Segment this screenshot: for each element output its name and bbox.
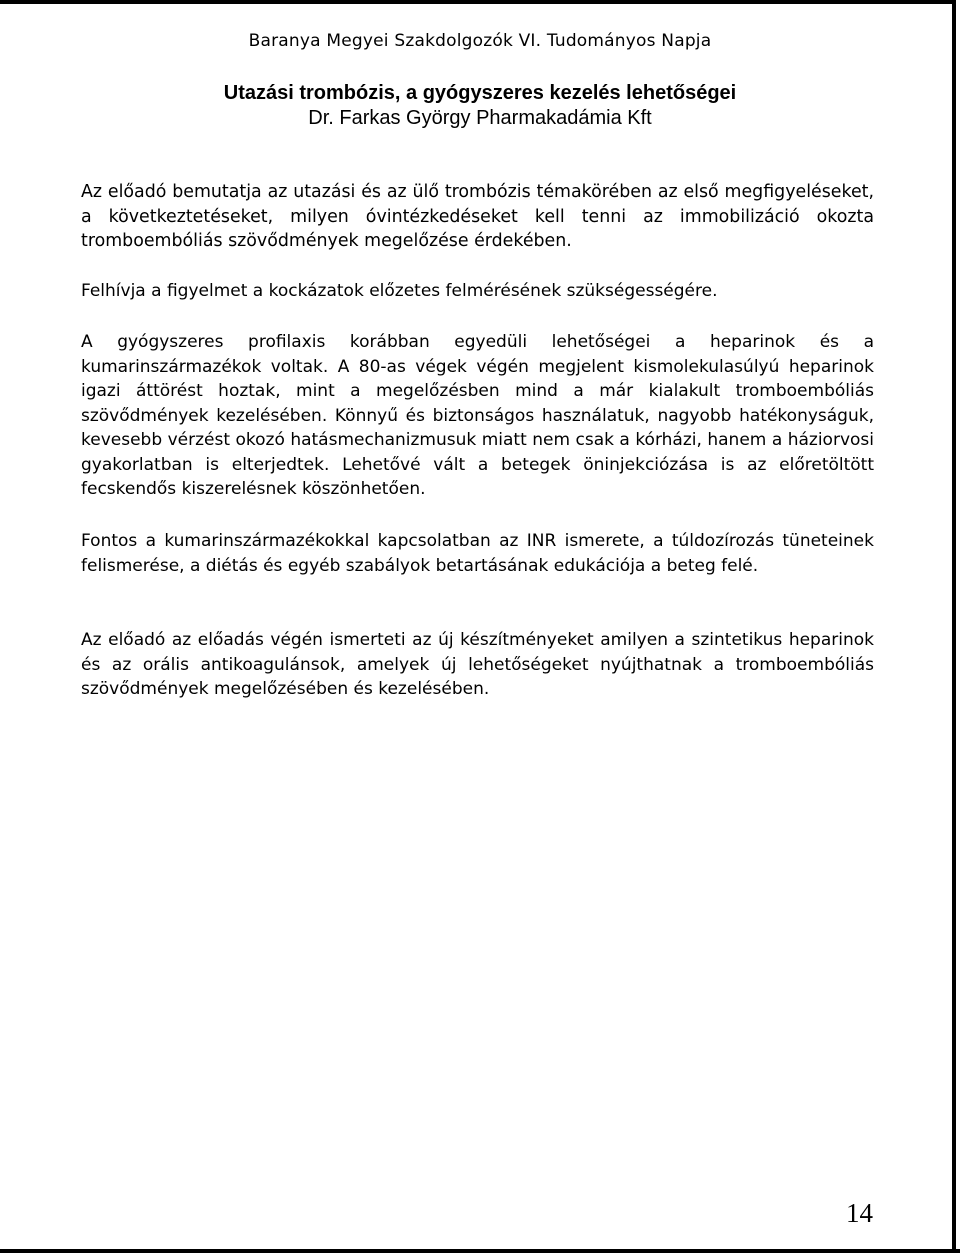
page-number: 14: [846, 1198, 873, 1228]
article-title: Utazási trombózis, a gyógyszeres kezelés lehetőségei: [223, 82, 737, 104]
paragraph-1: Az előadó bemutatja az utazási és az ülő trombózis témakörében az első megfigyeléseket, a következtetéseket, milyen óvintézkedéseket kell tenni az immobilizáció okozta tromboembóliás szövődmények megelőzése érdekében.: [81, 182, 874, 251]
running-header: Baranya Megyei Szakdolgozók VI. Tudományos Napja: [248, 31, 712, 51]
paragraph-2: Felhívja a figyelmet a kockázatok előzetes felmérésének szükségességére.: [81, 281, 718, 301]
paragraph-3: A gyógyszeres profilaxis korábban egyedüli lehetőségei a heparinok és a kumarinszármazékok voltak. A 80-as végek végén megjelent kismolekulasúlyú heparinok igazi áttörést hoztak, mint a megelőzésben mind a már kialakult tromboembóliás szövődmények kezelésében. Könnyű és biztonságos használatuk, nagyobb hatékonyságuk, kevesebb vérzést okozó hatásmechanizmusuk miatt nem csak a kórházi, hanem a háziorvosi gyakorlatban is elterjedtek. Lehetővé vált a betegek öninjekciózása is az előretöltött fecskendős kiszerelésnek köszönhetően.: [81, 332, 874, 499]
page-bottom-rule: [0, 1249, 960, 1253]
article-author: Dr. Farkas György Pharmakadámia Kft: [308, 107, 652, 129]
paragraph-5: Az előadó az előadás végén ismerteti az új készítményeket amilyen a szintetikus heparinok és az orális antikoagulánsok, amelyek új lehetőségeket nyújthatnak a tromboembóliás szövődmények megelőzésében és kezelésében.: [81, 630, 874, 699]
paragraph-4: Fontos a kumarinszármazékokkal kapcsolatban az INR ismerete, a túldozírozás tüneteinek felismerése, a diétás és egyéb szabályok betartásának edukációja a beteg felé.: [81, 531, 874, 576]
